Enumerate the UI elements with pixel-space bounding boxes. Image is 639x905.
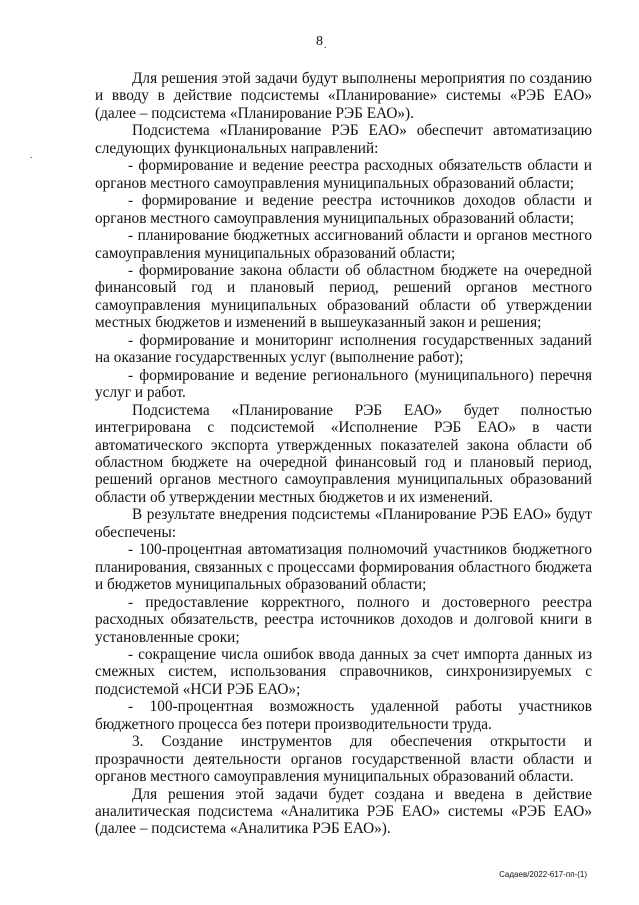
document-body bbox=[95, 70, 592, 838]
list-item: - формирование закона области об областном бюджете на очередной финансовый год и плановый период, решений органов местного самоуправления муниципальных образований области об утверждении местных бюджетов и изменений в вышеуказанный закон и решения; bbox=[95, 261, 592, 332]
top-dot-mark: . bbox=[324, 40, 327, 51]
paragraph-analytics: Для решения этой задачи будет создана и введена в действие аналитическая подсистема «Аналитика РЭБ ЕАО» системы «РЭБ ЕАО» (далее – подсистема «Аналитика РЭБ ЕАО»). bbox=[95, 785, 592, 838]
paragraph-task-3: 3. Создание инструментов для обеспечения открытости и прозрачности деятельности органов государственной власти области и органов местного самоуправления муниципальных образований области. bbox=[95, 733, 592, 786]
margin-dot-mark: . bbox=[30, 150, 33, 160]
list-item: - 100-процентная возможность удаленной работы участников бюджетного процесса без потери производительности труда. bbox=[95, 698, 592, 733]
list-item: - предоставление корректного, полного и достоверного реестра расходных обязательств, реестра источников доходов и долговой книги в установленные сроки; bbox=[95, 593, 592, 646]
list-item: - формирование и мониторинг исполнения государственных заданий на оказание государственных услуг (выполнение работ); bbox=[95, 331, 592, 367]
list-item: - формирование и ведение реестра источников доходов области и органов местного самоуправления муниципальных образований области; bbox=[95, 192, 592, 227]
list-item: - 100-процентная автоматизация полномочий участников бюджетного планирования, связанных с процессами формирования областного бюджета и бюджетов муниципальных образований области; bbox=[95, 541, 592, 594]
document-footer-code: Садаев/2022-617-пп-(1) bbox=[499, 870, 587, 879]
list-item: - сокращение числа ошибок ввода данных за счет импорта данных из смежных систем, использования справочников, синхронизируемых с подсистемой «НСИ РЭБ ЕАО»; bbox=[95, 645, 592, 698]
list-item: - формирование и ведение реестра расходных обязательств области и органов местного самоуправления муниципальных образований области; bbox=[95, 157, 592, 192]
paragraph-subsystem-planning: Подсистема «Планирование РЭБ ЕАО» обеспечит автоматизацию следующих функциональных направлений: bbox=[95, 122, 592, 157]
page-number: 8 bbox=[316, 34, 323, 49]
list-item: - формирование и ведение регионального (муниципального) перечня услуг и работ. bbox=[95, 366, 592, 402]
paragraph-results: В результате внедрения подсистемы «Планирование РЭБ ЕАО» будут обеспечены: bbox=[95, 506, 592, 541]
paragraph-task-intro: Для решения этой задачи будут выполнены мероприятия по созданию и вводу в действие подсистемы «Планирование» системы «РЭБ ЕАО» (далее – подсистема «Планирование РЭБ ЕАО»). bbox=[95, 70, 592, 122]
paragraph-integration: Подсистема «Планирование РЭБ ЕАО» будет полностью интегрирована с подсистемой «Исполнение РЭБ ЕАО» в части автоматического экспорта утвержденных показателей закона области об областном бюджете на очередной финансовый год и плановый период, решений органов местного самоуправления муниципальных образований области об утверждении местных бюджетов и их изменений. bbox=[95, 401, 592, 506]
list-item: - планирование бюджетных ассигнований области и органов местного самоуправления муниципальных образований области; bbox=[95, 227, 592, 262]
